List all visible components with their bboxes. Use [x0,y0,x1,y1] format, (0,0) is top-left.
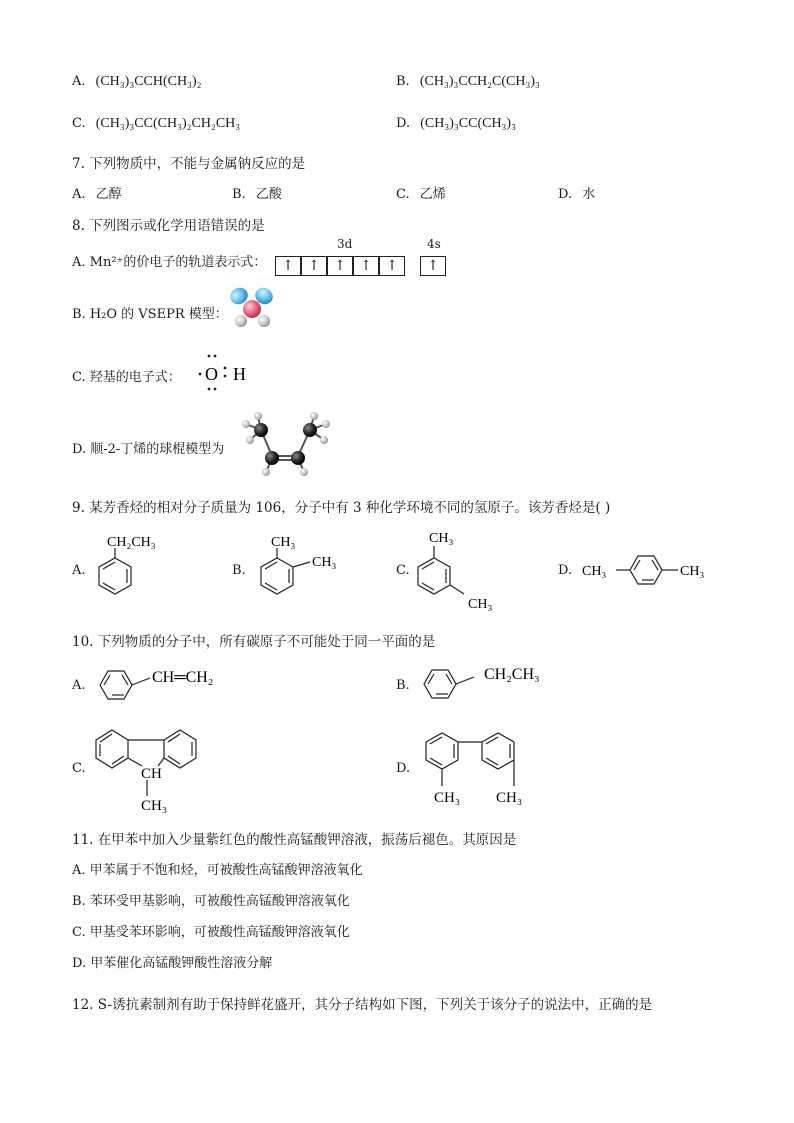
hydroxyl-electron-formula [196,350,260,394]
formula: (CH₃)₃CCH(CH₃)₂ [95,74,202,89]
q11-option-c[interactable]: C. 甲基受苯环影响，可被酸性高锰酸钾溶液氧化 [72,925,350,940]
option-letter: B. [396,74,410,89]
orbital-label-3d: 3d [337,237,353,251]
q11-option-a[interactable]: A. 甲苯属于不饱和烃，可被酸性高锰酸钾溶液氧化 [72,863,363,878]
q7-option-b[interactable] [232,183,282,202]
q12-stem: 12. S-诱抗素制剂有助于保持鲜花盛开，其分子结构如下图，下列关于该分子的说法中，正确的是 [72,997,653,1013]
q8-stem: 8. 下列图示或化学用语错误的是 [72,218,265,234]
q7-option-d[interactable] [558,183,595,202]
q10-option-b-label[interactable]: B. [396,678,410,693]
q8-option-c[interactable]: C. 羟基的电子式： [72,370,181,385]
methyl-label: CH₃ [680,564,705,579]
p-xylene-structure [580,548,714,592]
methyl-label: CH₃ [271,535,296,550]
orbital-box-3d-5 [379,256,405,276]
up-arrow-icon: ↑ [386,258,398,274]
option-letter: C. [396,187,410,202]
q9-option-c-label[interactable]: C. [396,563,410,578]
option-letter: D. [558,187,573,202]
styrene-structure [92,656,242,706]
q9-option-d-label[interactable]: D. [558,563,573,578]
q11-stem: 11. 在甲苯中加入少量紫红色的酸性高锰酸钾溶液，振荡后褪色。其原因是 [72,832,517,848]
vinyl-group-label: CH═CH₂ [152,669,214,686]
q6-option-d[interactable] [396,116,516,132]
option-text: 乙醇 [95,187,122,202]
q6-option-a[interactable] [72,74,202,90]
q9-option-b-label[interactable]: B. [232,563,246,578]
q7-option-c[interactable] [396,183,446,202]
oxygen-symbol: O [205,364,218,384]
methyl-label: CH₃ [582,564,607,579]
up-arrow-icon: ↑ [308,258,320,274]
orbital-box-4s [420,256,446,276]
option-letter: B. [232,187,246,202]
substituent-label: CH₂CH₃ [107,535,156,550]
q7-stem: 7. 下列物质中，不能与金属钠反应的是 [72,156,306,172]
ethylbenzene-structure-q10 [416,652,566,708]
option-letter: D. [396,116,411,131]
orbital-label-4s: 4s [427,237,441,251]
q10-stem: 10. 下列物质的分子中，所有碳原子不可能处于同一平面的是 [72,634,436,650]
formula: (CH₃)₃CC(CH₃)₂CH₂CH₃ [95,116,241,131]
q7-option-a[interactable] [72,183,122,202]
up-arrow-icon: ↑ [282,258,294,274]
o-xylene-structure [252,530,352,610]
cis-2-butene-ball-stick-model [236,408,336,478]
orbital-box-3d-2 [301,256,327,276]
vsepr-model-image [222,283,282,333]
q10-option-a-label[interactable]: A. [72,678,86,693]
q8-option-b[interactable]: B. H₂O 的 VSEPR 模型： [72,307,228,322]
orbital-box-3d-3 [327,256,353,276]
ch-label: CH [141,766,162,782]
q10-option-c-label[interactable]: C. [72,761,86,776]
orbital-box-3d-4 [353,256,379,276]
up-arrow-icon: ↑ [360,258,372,274]
methyl-label: CH₃ [312,555,337,570]
option-letter: C. [72,116,86,131]
option-text: 水 [582,187,596,202]
formula: (CH₃)₃CCH₂C(CH₃)₃ [419,74,540,89]
q9-option-a-label[interactable]: A. [72,563,86,578]
methyl-label: CH₃ [434,790,461,806]
q6-option-c[interactable] [72,116,240,132]
methyl-label: CH₃ [429,531,454,546]
q11-option-b[interactable]: B. 苯环受甲基影响，可被酸性高锰酸钾溶液氧化 [72,894,350,909]
methylfluorene-structure [90,718,208,818]
q11-option-d[interactable]: D. 甲苯催化高锰酸钾酸性溶液分解 [72,956,273,971]
q8-option-d[interactable]: D. 顺-2-丁烯的球棍模型为 [72,442,225,457]
orbital-box-3d-1 [275,256,301,276]
ethylbenzene-structure [90,530,180,610]
option-letter: A. [72,187,86,202]
dimethylbiphenyl-structure [414,722,544,814]
hydrogen-symbol: H [233,364,246,384]
q8-option-a[interactable]: A. Mn²⁺的价电子的轨道表示式： [72,255,267,270]
methyl-label: CH₃ [468,597,493,612]
m-xylene-structure [412,524,512,614]
option-letter: A. [72,74,86,89]
q6-option-b[interactable] [396,74,540,90]
methyl-label: CH₃ [496,790,523,806]
formula: (CH₃)₃CC(CH₃)₃ [420,116,516,131]
q10-option-d-label[interactable]: D. [396,761,411,776]
option-text: 乙酸 [255,187,282,202]
up-arrow-icon: ↑ [334,258,346,274]
methyl-label: CH₃ [141,798,168,814]
ethyl-group-label: CH₂CH₃ [484,666,540,683]
option-text: 乙烯 [419,187,446,202]
q9-stem: 9. 某芳香烃的相对分子质量为 106，分子中有 3 种化学环境不同的氢原子。该芳香烃是( ) [72,500,611,516]
up-arrow-icon: ↑ [427,258,439,274]
